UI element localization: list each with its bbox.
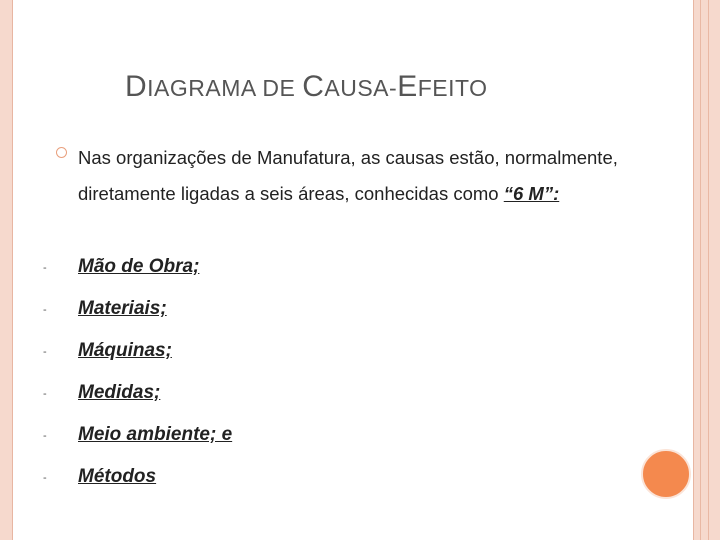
dash-marker: - (43, 388, 47, 400)
dash-marker: - (43, 472, 47, 484)
dash-marker: - (43, 304, 47, 316)
list-item-label: Mão de Obra; (78, 256, 200, 277)
decorative-rule (708, 0, 709, 540)
slide-canvas (12, 0, 694, 540)
list-item-label: Meio ambiente; e (78, 424, 233, 445)
slide-title: DIAGRAMA DE CAUSA-EFEITO (125, 70, 488, 103)
decorative-rule (700, 0, 701, 540)
list-item-label: Métodos (78, 466, 157, 487)
intro-text: Nas organizações de Manufatura, as causas estão, normalmente, diretamente ligadas a seis áreas, conhecidas como (78, 147, 618, 204)
six-m-emphasis: “6 M”: (503, 183, 560, 204)
intro-paragraph (78, 140, 638, 212)
dash-marker: - (43, 262, 47, 274)
circle-bullet-icon (56, 147, 67, 158)
dash-marker: - (43, 346, 47, 358)
list-item-label: Materiais; (78, 298, 167, 319)
dash-marker: - (43, 430, 47, 442)
orange-circle-decoration (641, 449, 691, 499)
list-item-label: Medidas; (78, 382, 161, 403)
list-item-label: Máquinas; (78, 340, 172, 361)
